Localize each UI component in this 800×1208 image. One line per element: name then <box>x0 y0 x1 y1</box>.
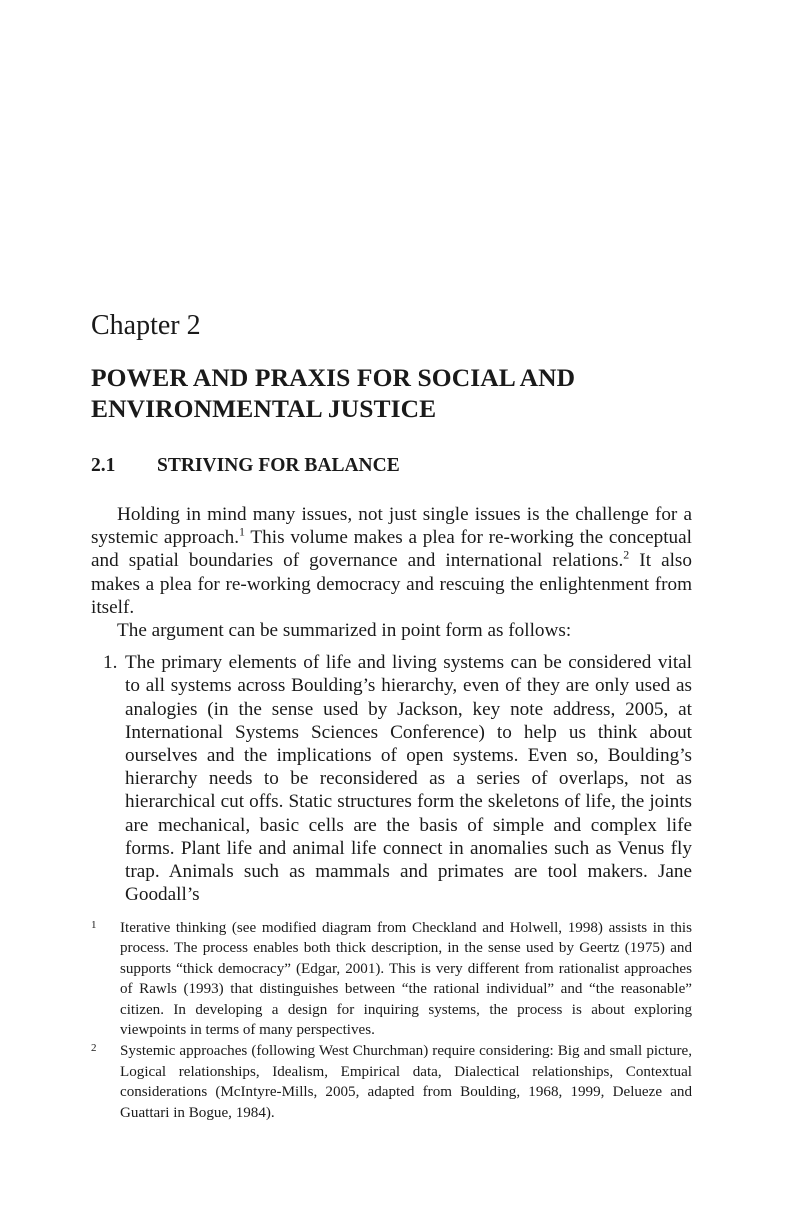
paragraph: The argument can be summarized in point form as follows: <box>117 620 572 642</box>
paragraph-text: Holding in mind many issues, not just single issues is the challenge for a systemic approach. <box>91 504 692 549</box>
list-item <box>91 651 692 906</box>
chapter-label: Chapter 2 <box>91 310 201 341</box>
list-item-number: 1. <box>103 652 118 674</box>
footnotes <box>91 918 692 1124</box>
chapter-title: POWER AND PRAXIS FOR SOCIAL AND ENVIRONMENTAL JUSTICE <box>91 363 576 423</box>
footnote-text: Systemic approaches (following West Churchman) require considering: Big and small picture, Logical relationships, Idealism, Empirical data, Dialectical relationships, Contextual considerations (McIntyre-Mills, 2005, adapted from Boulding, 1968, 1999, Delueze and Guattari in Bogue, 1984). <box>120 1043 692 1121</box>
section-title: STRIVING FOR BALANCE <box>157 455 400 476</box>
footnote <box>91 1041 692 1123</box>
footnote <box>91 918 692 1040</box>
body-text <box>91 503 692 906</box>
footnote-mark: 2 <box>91 1042 97 1055</box>
paragraph <box>91 503 692 619</box>
footnote-ref: 2 <box>623 548 630 563</box>
section-number: 2.1 <box>91 455 116 476</box>
section-heading <box>91 452 400 480</box>
footnote-ref: 1 <box>239 524 245 539</box>
paragraph-text: It also makes a plea for re-working democracy and rescuing the enlightenment from itself. <box>91 550 692 618</box>
numbered-list <box>91 651 692 906</box>
list-item-text: The primary elements of life and living systems can be considered vital to all systems across Boulding’s hierarchy, even of they are only used as analogies (in the sense used by Jackson, key note address, 2005, at International Systems Sciences Conference) to help us think about ourselves and the implications of open systems. Even so, Boulding’s hierarchy needs to be reconsidered as a series of overlaps, not as hierarchical cut offs. Static structures form the skeletons of life, the joints are mechanical, basic cells are the basis of simple and complex life forms. Plant life and animal life connect in anomalies such as Venus fly trap. Animals such as mammals and primates are tool makers. Jane Goodall’s <box>125 652 692 906</box>
footnote-mark: 1 <box>91 919 97 931</box>
paragraph-text: This volume makes a plea for re-working the conceptual and spatial boundaries of governance and international relations. <box>91 527 692 572</box>
footnote-text: Iterative thinking (see modified diagram from Checkland and Holwell, 1998) assists in this process. The process enables both thick description, in the sense used by Geertz (1975) and supports “thick democracy” (Edgar, 2001). This is very different from rationalist approaches of Rawls (1993) that distinguishes between “the rational individual” and “the reasonable” citizen. In developing a design for inquiring systems, the process is about exploring viewpoints in terms of many perspectives. <box>120 920 692 1039</box>
